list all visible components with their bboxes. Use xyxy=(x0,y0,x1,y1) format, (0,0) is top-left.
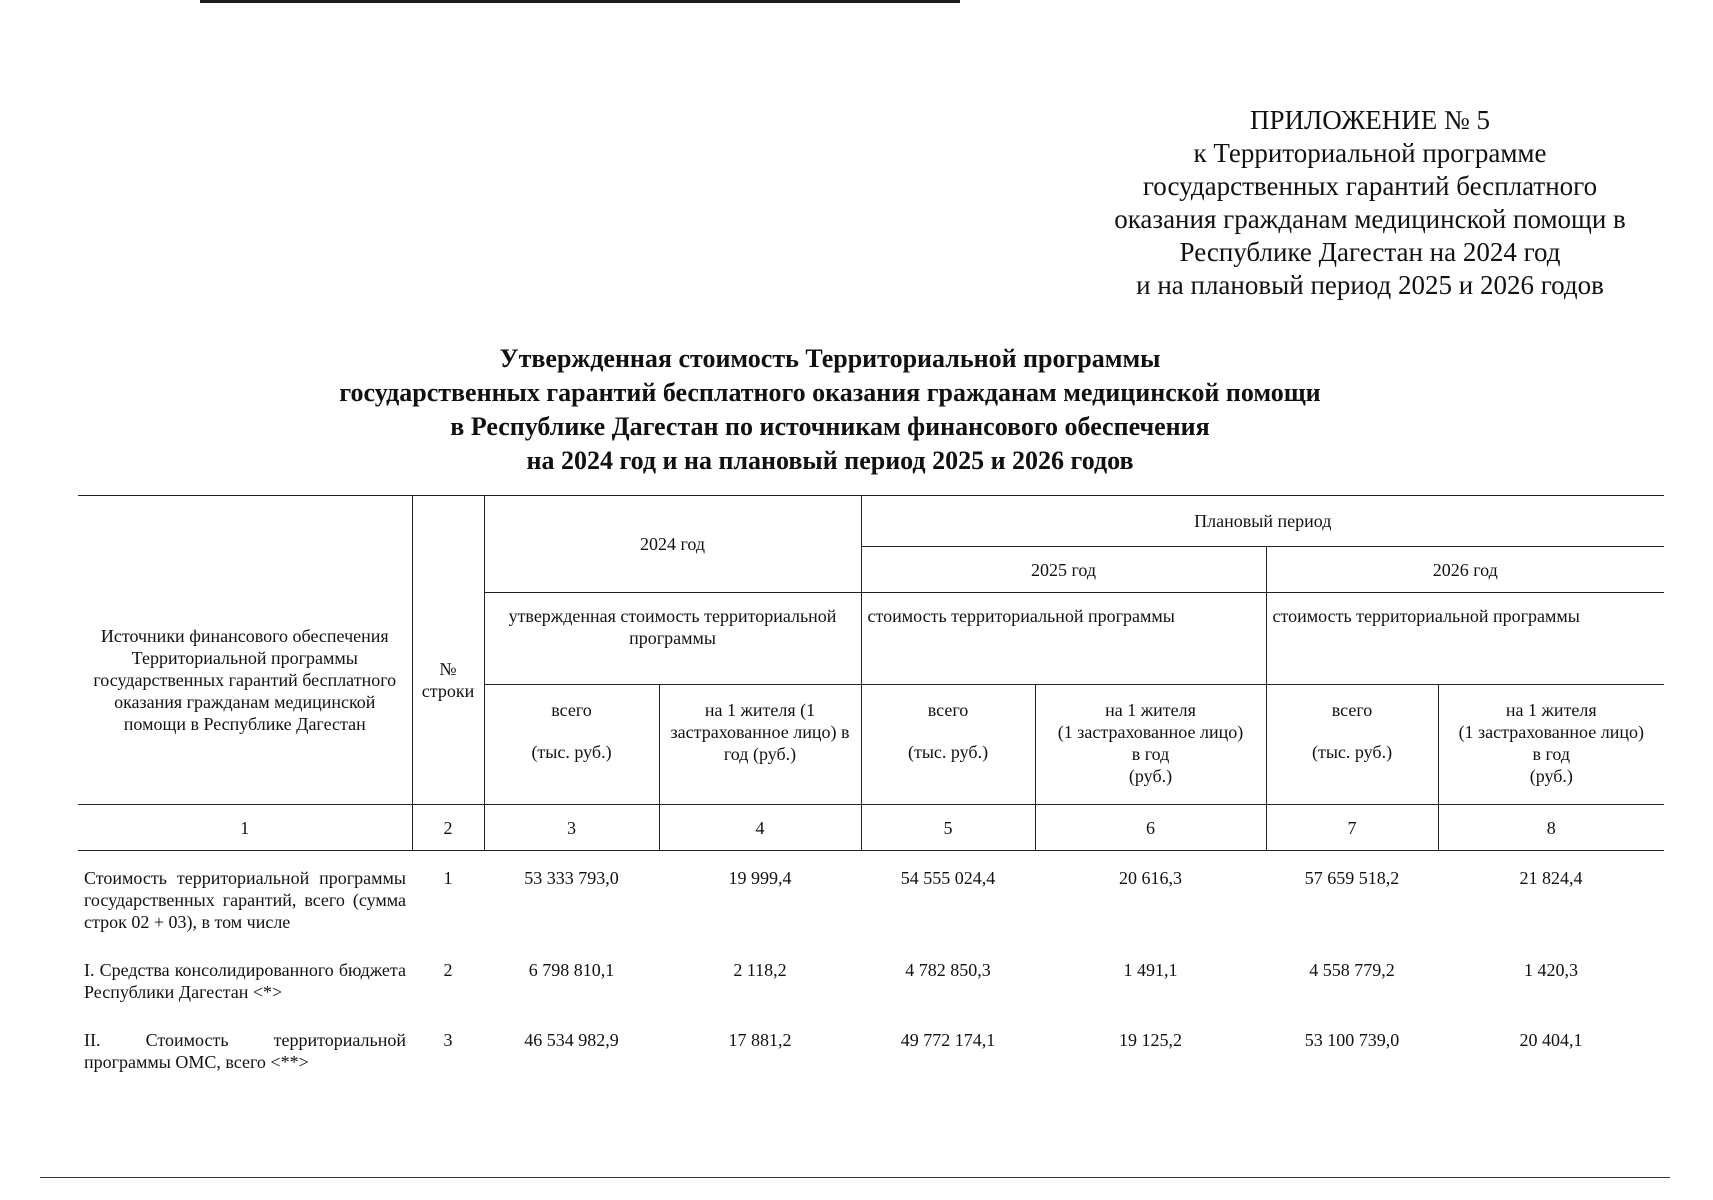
appendix-line: к Территориальной программе xyxy=(1193,138,1547,168)
cell-value: 53 100 739,0 xyxy=(1304,1030,1400,1050)
per-resident-text: (1 застрахованное лицо) xyxy=(1057,722,1244,742)
row-label: II. Стоимость территориальной программы ОМС, всего <**> xyxy=(84,1030,406,1072)
scan-edge-bottom xyxy=(40,1177,1670,1178)
appendix-line: и на плановый период 2025 и 2026 годов xyxy=(1136,270,1604,300)
cell-value: 46 534 982,9 xyxy=(524,1030,619,1050)
header-per-resident-2025 xyxy=(1035,685,1266,805)
col-number: 5 xyxy=(861,805,1035,851)
header-total-2024 xyxy=(484,685,659,805)
cell-value: 20 616,3 xyxy=(1119,868,1183,888)
cell-value: 1 420,3 xyxy=(1524,960,1579,980)
cell-value: 17 881,2 xyxy=(728,1030,792,1050)
cell-value: 19 125,2 xyxy=(1119,1030,1183,1050)
total-unit: (тыс. руб.) xyxy=(1311,742,1393,762)
title-line: Утвержденная стоимость Территориальной программы xyxy=(499,344,1161,373)
cell-value: 49 772 174,1 xyxy=(900,1030,996,1050)
appendix-line: ПРИЛОЖЕНИЕ № 5 xyxy=(1249,105,1491,135)
table-row xyxy=(78,851,1664,944)
appendix-line: государственных гарантий бесплатного xyxy=(1142,171,1598,201)
title-line: государственных гарантий бесплатного оказания гражданам медицинской помощи xyxy=(339,378,1321,407)
cell-value: 57 659 518,2 xyxy=(1304,868,1400,888)
total-unit: (тыс. руб.) xyxy=(531,742,612,762)
row-no: 1 xyxy=(443,868,453,888)
cell-value: 19 999,4 xyxy=(728,868,792,888)
col-number: 3 xyxy=(484,805,659,851)
col-number: 7 xyxy=(1266,805,1438,851)
cell-value: 20 404,1 xyxy=(1519,1030,1583,1050)
row-no: 3 xyxy=(443,1030,453,1050)
header-row-no: № строки xyxy=(412,496,484,805)
per-resident-text: в год xyxy=(1131,744,1170,764)
cell-value: 53 333 793,0 xyxy=(524,868,619,888)
col-number: 2 xyxy=(412,805,484,851)
header-approved-cost: утвержденная стоимость территориальной программы xyxy=(484,593,861,685)
header-total-2026 xyxy=(1266,685,1438,805)
column-number-row xyxy=(78,805,1664,851)
header-total-2025 xyxy=(861,685,1035,805)
cell-value: 54 555 024,4 xyxy=(900,868,996,888)
header-year-2024: 2024 год xyxy=(484,496,861,593)
title-line: на 2024 год и на плановый период 2025 и 2026 годов xyxy=(526,446,1134,475)
col-number: 8 xyxy=(1438,805,1664,851)
col-number: 4 xyxy=(659,805,861,851)
total-label: всего xyxy=(551,700,592,720)
header-program-cost-2026: стоимость территориальной программы xyxy=(1266,593,1664,685)
header-per-resident-2026 xyxy=(1438,685,1664,805)
total-label: всего xyxy=(927,700,969,720)
per-resident-text: на 1 жителя xyxy=(1505,700,1597,720)
header-year-2025: 2025 год xyxy=(861,547,1266,593)
scan-edge-top xyxy=(200,0,960,3)
cell-value: 4 558 779,2 xyxy=(1309,960,1395,980)
header-program-cost-2025: стоимость территориальной программы xyxy=(861,593,1266,685)
per-resident-text: (1 застрахованное лицо) xyxy=(1458,722,1645,742)
row-label: I. Средства консолидированного бюджета Республики Дагестан <*> xyxy=(84,960,406,1002)
cell-value: 4 782 850,3 xyxy=(905,960,991,980)
table-row xyxy=(78,1013,1664,1083)
per-resident-text: (руб.) xyxy=(1529,766,1573,786)
header-year-2026: 2026 год xyxy=(1266,547,1664,593)
document-title xyxy=(260,342,1400,478)
appendix-line: Республике Дагестан на 2024 год xyxy=(1179,237,1561,267)
total-unit: (тыс. руб.) xyxy=(907,742,989,762)
cell-value: 6 798 810,1 xyxy=(528,960,615,980)
col-number: 1 xyxy=(78,805,412,851)
cost-table xyxy=(78,495,1664,1083)
row-label: Стоимость территориальной программы государственных гарантий, всего (сумма строк 02 + 03), в том числе xyxy=(84,868,406,932)
table-row xyxy=(78,943,1664,1013)
col-number: 6 xyxy=(1035,805,1266,851)
header-per-resident-2024: на 1 жителя (1 застрахованное лицо) в год (руб.) xyxy=(659,685,861,805)
row-no: 2 xyxy=(443,960,453,980)
header-source-col: Источники финансового обеспечения Территориальной программы государственных гарантий бесплатного оказания гражданам медицинской помощи в Республике Дагестан xyxy=(78,496,412,805)
cell-value: 2 118,2 xyxy=(733,960,787,980)
title-line: в Республике Дагестан по источникам финансового обеспечения xyxy=(450,412,1210,441)
total-label: всего xyxy=(1331,700,1373,720)
per-resident-text: на 1 жителя xyxy=(1105,700,1196,720)
header-planned-period: Плановый период xyxy=(861,496,1664,547)
appendix-block xyxy=(1080,104,1660,302)
cell-value: 1 491,1 xyxy=(1123,960,1178,980)
per-resident-text: (руб.) xyxy=(1128,766,1173,786)
cell-value: 21 824,4 xyxy=(1519,868,1583,888)
per-resident-text: в год xyxy=(1532,744,1571,764)
appendix-line: оказания гражданам медицинской помощи в xyxy=(1114,204,1626,234)
